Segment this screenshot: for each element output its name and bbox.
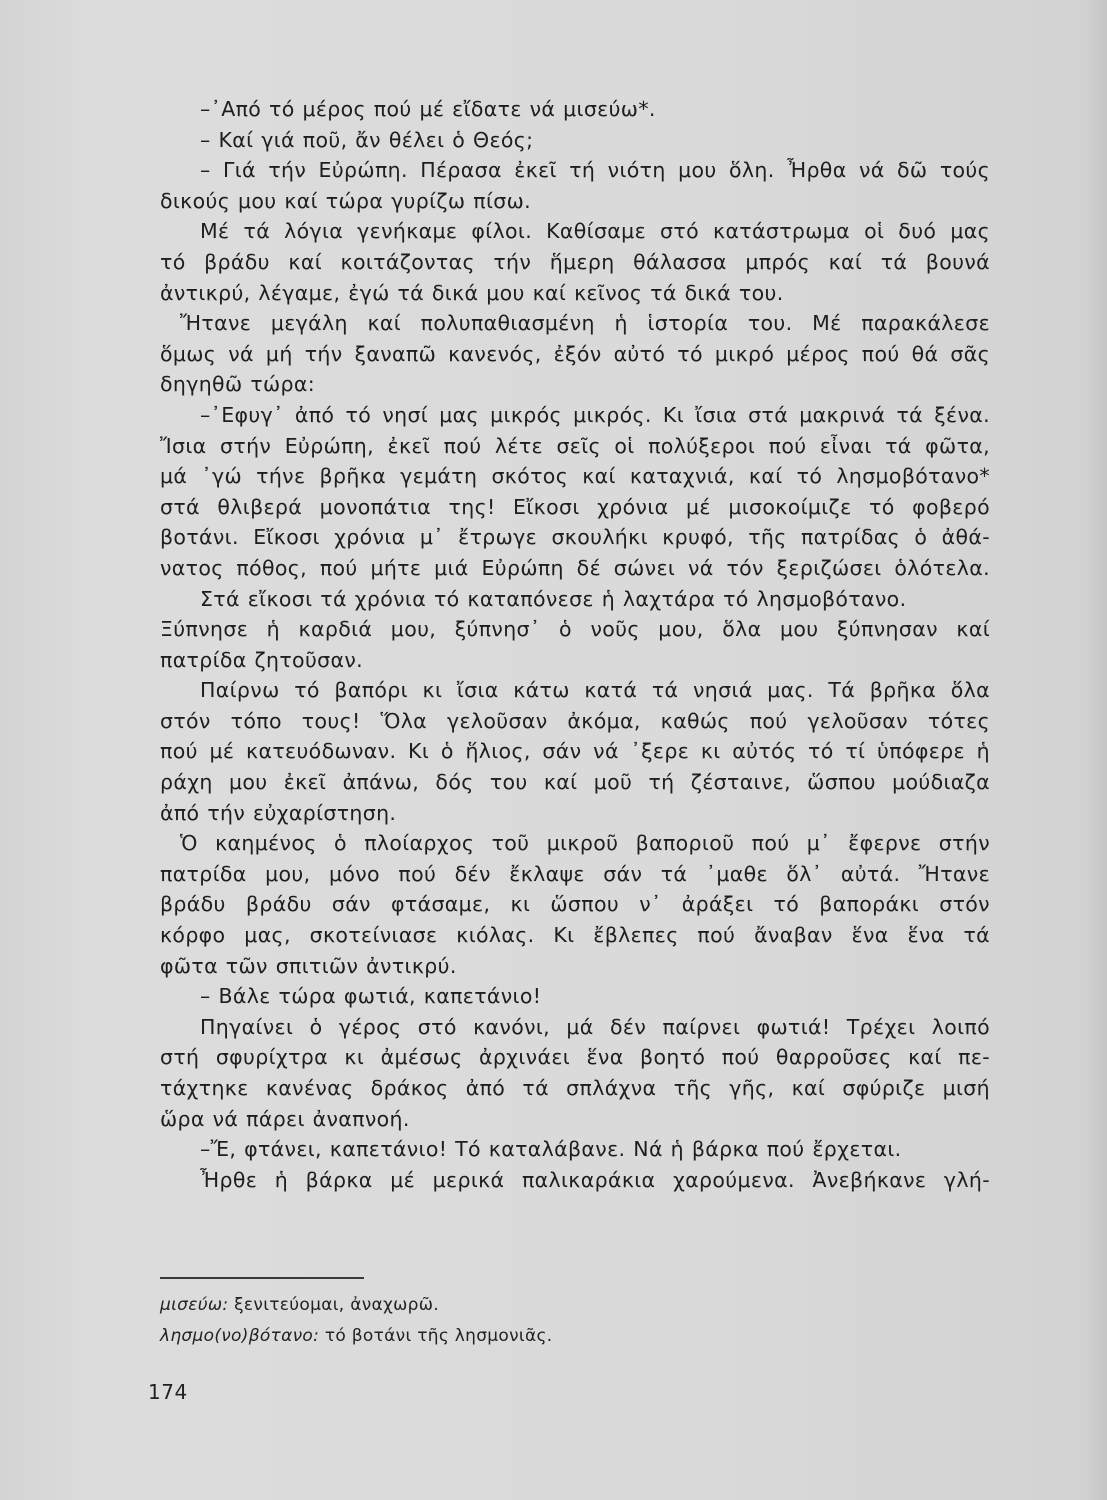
text-line: πού μέ κατευόδωναν. Κι ὁ ἥλιος, σάν νά ᾽ξερε κι αὐτός τό τί ὑπόφερε ἡ: [160, 739, 990, 764]
text-line: ἀπό τήν εὐχαρίστηση.: [160, 800, 397, 825]
text-line: πατρίδα μου, μόνο πού δέν ἔκλαψε σάν τά ᾽μαθε ὅλ᾽ αὐτά. Ἤτανε: [160, 861, 990, 886]
text-line: ὥρα νά πάρει ἀναπνοή.: [160, 1106, 410, 1131]
text-line: – Γιά τήν Εὐρώπη. Πέρασα ἐκεῖ τή νιότη μου ὅλη. Ἦρθα νά δῶ τούς: [200, 158, 990, 183]
text-line: πατρίδα ζητοῦσαν.: [160, 647, 364, 672]
text-line: –᾽Εφυγ᾽ ἀπό τό νησί μας μικρός μικρός. Κι ἴσια στά μακρινά τά ξένα.: [200, 402, 990, 427]
text-line: στή σφυρίχτρα κι ἀμέσως ἀρχινάει ἕνα βοητό πού θαρροῦσες καί πε-: [160, 1045, 990, 1070]
footnote-term: μισεύω:: [160, 1295, 229, 1315]
text-line: ράχη μου ἐκεῖ ἀπάνω, δός του καί μοῦ τή ζέσταινε, ὥσπου μούδιαζα: [160, 770, 990, 795]
text-line: στά θλιβερά μονοπάτια της! Εἴκοσι χρόνια μέ μισοκοίμιζε τό φοβερό: [160, 494, 990, 519]
body-text: [160, 94, 990, 1195]
text-line: νατος πόθος, πού μήτε μιά Εὐρώπη δέ σώνει νά τόν ξεριζώσει ὁλότελα.: [160, 555, 990, 580]
text-line: Παίρνω τό βαπόρι κι ἴσια κάτω κατά τά νησιά μας. Τά βρῆκα ὅλα: [200, 678, 990, 703]
text-line: Ἦρθε ἡ βάρκα μέ μερικά παλικαράκια χαρούμενα. Ἀνεβήκανε γλή-: [200, 1167, 990, 1192]
page-edge-shadow: [1085, 0, 1107, 1500]
text-line: βοτάνι. Εἴκοσι χρόνια μ᾽ ἔτρωγε σκουλήκι κρυφό, τῆς πατρίδας ὁ ἀθά-: [160, 525, 990, 550]
footnotes: [160, 1290, 552, 1352]
text-line: Ἴσια στήν Εὐρώπη, ἐκεῖ πού λέτε σεῖς οἱ πολύξεροι πού εἶναι τά φῶτα,: [160, 433, 990, 458]
text-line: στόν τόπο τους! Ὅλα γελοῦσαν ἀκόμα, καθώς πού γελοῦσαν τότες: [160, 708, 990, 733]
footnote-term: λησμο(νο)βότανο:: [160, 1326, 320, 1346]
text-line: δικούς μου καί τώρα γυρίζω πίσω.: [160, 188, 532, 213]
page-number: 174: [148, 1380, 188, 1404]
footnote-definition: τό βοτάνι τῆς λησμονιᾶς.: [324, 1326, 553, 1346]
text-line: –᾽Από τό μέρος πού μέ εἴδατε νά μισεύω*.: [200, 97, 656, 121]
footnote: [160, 1321, 552, 1352]
text-line: Ὁ καημένος ὁ πλοίαρχος τοῦ μικροῦ βαποριοῦ πού μ᾽ ἔφερνε στήν: [180, 831, 990, 856]
text-line: τάχτηκε κανένας δράκος ἀπό τά σπλάχνα τῆς γῆς, καί σφύριζε μισή: [160, 1076, 990, 1100]
text-line: Ἤτανε μεγάλη καί πολυπαθιασμένη ἡ ἱστορία του. Μέ παρακάλεσε: [180, 311, 990, 336]
text-line: βράδυ βράδυ σάν φτάσαμε, κι ὥσπου ν᾽ ἀράξει τό βαποράκι στόν: [160, 892, 990, 917]
text-line: ἀντικρύ, λέγαμε, ἐγώ τά δικά μου καί κεῖνος τά δικά του.: [160, 280, 784, 305]
text-line: κόρφο μας, σκοτείνιασε κιόλας. Κι ἔβλεπες πού ἄναβαν ἕνα ἕνα τά: [160, 923, 990, 948]
text-line: Πηγαίνει ὁ γέρος στό κανόνι, μά δέν παίρνει φωτιά! Τρέχει λοιπό: [200, 1014, 990, 1039]
text-line: Ξύπνησε ἡ καρδιά μου, ξύπνησ᾽ ὁ νοῦς μου, ὅλα μου ξύπνησαν καί: [160, 617, 990, 642]
footnote: [160, 1290, 552, 1321]
text-line: Στά εἴκοσι τά χρόνια τό καταπόνεσε ἡ λαχτάρα τό λησμοβότανο.: [200, 586, 907, 611]
text-line: – Βάλε τώρα φωτιά, καπετάνιο!: [200, 984, 542, 1009]
text-line: τό βράδυ καί κοιτάζοντας τήν ἥμερη θάλασσα μπρός καί τά βουνά: [160, 249, 990, 274]
text-line: δηγηθῶ τώρα:: [160, 372, 316, 397]
text-line: –Ἔ, φτάνει, καπετάνιο! Τό καταλάβανε. Νά ἡ βάρκα πού ἔρχεται.: [200, 1137, 902, 1162]
footnote-divider: [160, 1277, 364, 1279]
text-line: ὅμως νά μή τήν ξαναπῶ κανενός, ἐξόν αὐτό τό μικρό μέρος πού θά σᾶς: [160, 341, 990, 366]
text-line: – Καί γιά ποῦ, ἄν θέλει ὁ Θεός;: [200, 127, 534, 152]
text-line: φῶτα τῶν σπιτιῶν ἀντικρύ.: [160, 953, 457, 978]
text-line: μά ᾽γώ τήνε βρῆκα γεμάτη σκότος καί καταχνιά, καί τό λησμοβότανο*: [160, 464, 990, 489]
text-line: Μέ τά λόγια γενήκαμε φίλοι. Καθίσαμε στό κατάστρωμα οἱ δυό μας: [200, 219, 990, 244]
footnote-definition: ξενιτεύομαι, ἀναχωρῶ.: [234, 1295, 440, 1315]
